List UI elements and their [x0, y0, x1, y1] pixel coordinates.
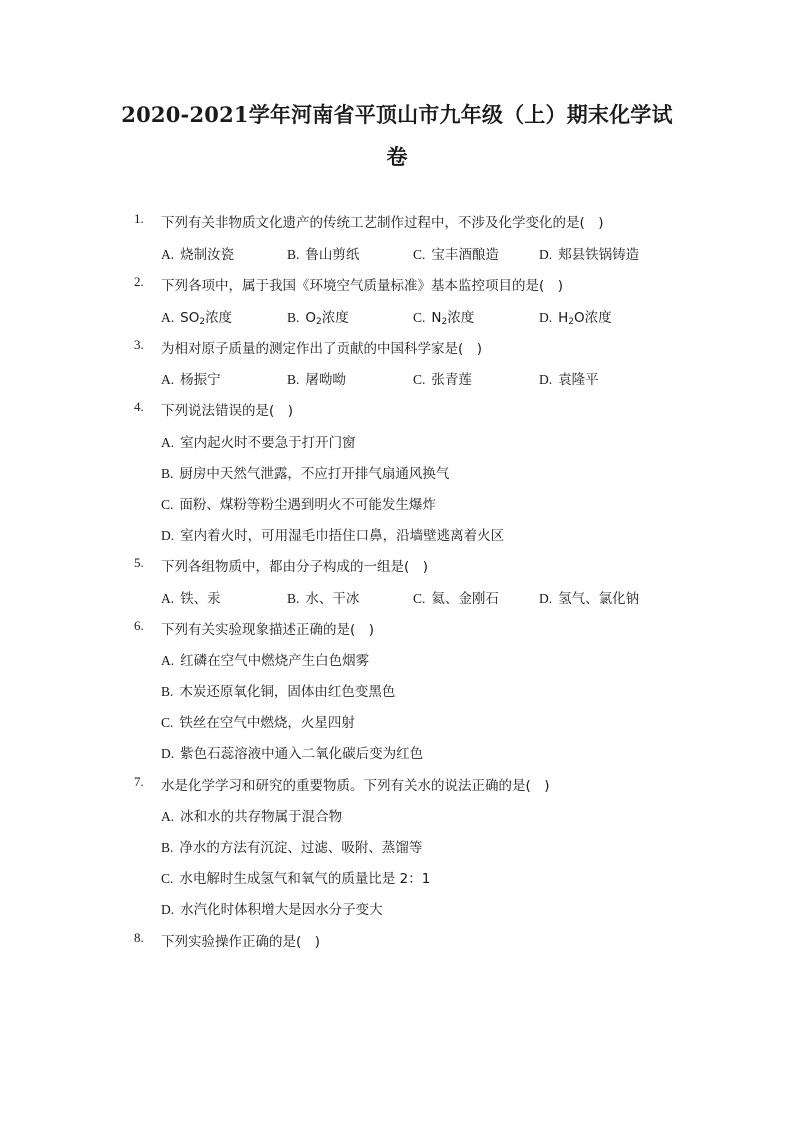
option-d: D. 紫色石蕊溶液中通入二氧化碳后变为红色 — [161, 746, 424, 762]
option-c: C. 铁丝在空气中燃烧，火星四射 — [161, 715, 355, 731]
option-a: A. 冰和水的共存物属于混合物 — [161, 809, 343, 825]
question-number: 4. — [134, 399, 144, 414]
option-a: A. 室内起火时不要急于打开门窗 — [161, 435, 356, 451]
question-number: 1. — [134, 211, 144, 226]
question-stem: 水是化学学习和研究的重要物质。下列有关水的说法正确的是( ) — [161, 778, 550, 794]
exam-title-line1: 2020-2021学年河南省平顶山市九年级（上）期末化学试 — [121, 102, 673, 127]
question-stem: 下列各组物质中，都由分子构成的一组是( ) — [161, 559, 429, 575]
exam-title-line2: 卷 — [386, 144, 408, 169]
question-stem: 下列说法错误的是( ) — [161, 403, 294, 419]
option-b: B. 木炭还原氧化铜，固体由红色变黑色 — [161, 684, 396, 700]
option-a: A. 铁、汞 — [161, 591, 221, 607]
question-number: 3. — [134, 337, 144, 352]
question-stem: 下列各项中，属于我国《环境空气质量标准》基本监控项目的是( ) — [161, 278, 564, 294]
option-d: D. 郏县铁锅铸造 — [539, 247, 640, 263]
option-d: D. 氢气、氯化钠 — [539, 591, 640, 607]
question-stem: 为相对原子质量的测定作出了贡献的中国科学家是( ) — [161, 341, 483, 357]
option-b: B. 屠呦呦 — [287, 372, 346, 388]
exam-title — [100, 94, 694, 178]
question-number: 6. — [134, 618, 144, 633]
option-d: D. 水汽化时体积增大是因水分子变大 — [161, 902, 383, 918]
question-number: 5. — [134, 555, 144, 570]
option-c: C. 氦、金刚石 — [413, 591, 499, 607]
option-b: B. 净水的方法有沉淀、过滤、吸附、蒸馏等 — [161, 840, 423, 856]
option-a: A. $SO_2$浓度 — [161, 310, 233, 327]
option-b: B. 厨房中天然气泄露，不应打开排气扇通风换气 — [161, 466, 450, 482]
option-d: D. $H_2O$浓度 — [539, 310, 612, 327]
option-a: A. 红磷在空气中燃烧产生白色烟雾 — [161, 653, 370, 669]
option-b: B. 鲁山剪纸 — [287, 247, 360, 263]
option-a: A. 杨振宁 — [161, 372, 221, 388]
option-d: D. 室内着火时，可用湿毛巾捂住口鼻，沿墙壁逃离着火区 — [161, 528, 505, 544]
option-b: B. 水、干冰 — [287, 591, 360, 607]
option-c: C. 面粉、煤粉等粉尘遇到明火不可能发生爆炸 — [161, 497, 436, 513]
question-stem: 下列实验操作正确的是( ) — [161, 934, 321, 950]
option-c: C. 张青莲 — [413, 372, 472, 388]
option-c: C. 宝丰酒酿造 — [413, 247, 499, 263]
question-stem: 下列有关实验现象描述正确的是( ) — [161, 622, 375, 638]
question-number: 2. — [134, 274, 144, 289]
option-c: C. 水电解时生成氢气和氧气的质量比是 2：1 — [161, 871, 431, 887]
option-a: A. 烧制汝瓷 — [161, 247, 235, 263]
option-c: C. $N_2$浓度 — [413, 310, 475, 327]
option-b: B. $O_2$浓度 — [287, 310, 349, 327]
question-number: 8. — [134, 930, 144, 945]
option-d: D. 袁隆平 — [539, 372, 599, 388]
question-stem: 下列有关非物质文化遗产的传统工艺制作过程中，不涉及化学变化的是( ) — [161, 215, 604, 231]
question-number: 7. — [134, 774, 144, 789]
